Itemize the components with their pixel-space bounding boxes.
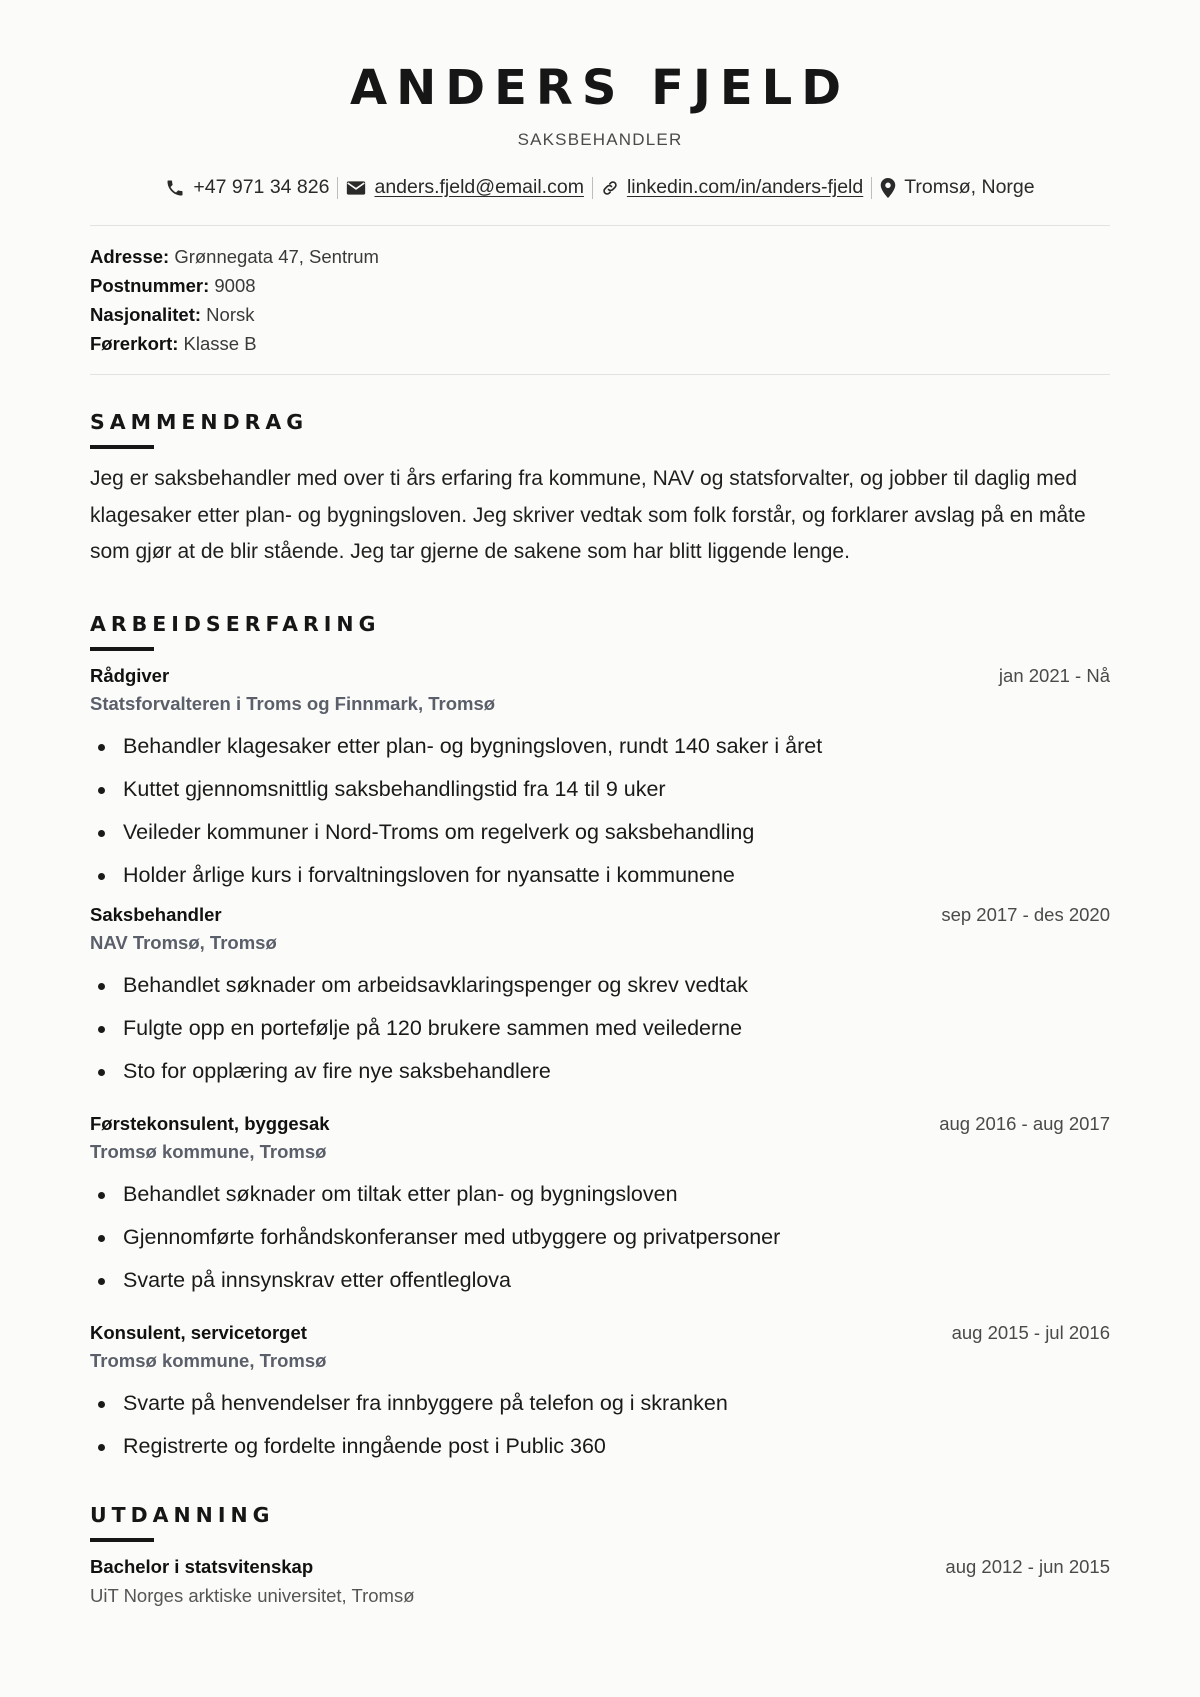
phone-number: +47 971 34 826 bbox=[193, 176, 330, 198]
job-title: Konsulent, servicetorget bbox=[90, 1321, 307, 1343]
detail-drivers-license bbox=[90, 329, 1110, 358]
section-heading: SAMMENDRAG bbox=[90, 410, 309, 434]
job-bullets bbox=[90, 725, 1110, 897]
summary-section bbox=[90, 409, 1110, 571]
job-title: Førstekonsulent, byggesak bbox=[90, 1112, 330, 1134]
job-title: Rådgiver bbox=[90, 664, 170, 686]
section-heading: ARBEIDSERFARING bbox=[90, 611, 381, 636]
education-dates: aug 2012 - jun 2015 bbox=[945, 1555, 1110, 1577]
location-text: Tromsø, Norge bbox=[904, 176, 1035, 198]
list-item: Fulgte opp en portefølje på 120 brukere sammen med veilederne bbox=[90, 1007, 1110, 1050]
degree-title: Bachelor i statsvitenskap bbox=[90, 1555, 314, 1577]
contact-linkedin bbox=[601, 176, 863, 199]
list-item: Svarte på henvendelser fra innbyggere på telefon og i skranken bbox=[90, 1382, 1110, 1425]
email-link[interactable]: anders.fjeld@email.com bbox=[374, 176, 584, 198]
detail-address bbox=[90, 242, 1110, 271]
contact-location bbox=[880, 176, 1034, 199]
job-employer: NAV Tromsø, Tromsø bbox=[90, 931, 277, 953]
detail-value: 9008 bbox=[214, 275, 256, 296]
detail-label: Nasjonalitet: bbox=[90, 304, 202, 325]
contact-divider bbox=[592, 177, 593, 199]
education-entry bbox=[90, 1556, 1110, 1607]
list-item: Holder årlige kurs i forvaltningsloven for nyansatte i kommunene bbox=[90, 854, 1110, 897]
personal-details bbox=[90, 226, 1110, 374]
contact-email bbox=[346, 176, 583, 199]
education-institution: UiT Norges arktiske universitet, Tromsø bbox=[90, 1584, 415, 1606]
detail-value: Grønnegata 47, Sentrum bbox=[174, 246, 379, 267]
linkedin-link[interactable]: linkedin.com/in/anders-fjeld bbox=[626, 176, 864, 198]
job-bullets bbox=[90, 964, 1110, 1093]
job-title: Saksbehandler bbox=[90, 903, 222, 925]
detail-postal-code bbox=[90, 271, 1110, 300]
details-divider bbox=[90, 374, 1110, 375]
job-entry bbox=[90, 904, 1110, 1093]
job-entry bbox=[90, 665, 1110, 897]
envelope-icon bbox=[346, 180, 366, 196]
job-dates: aug 2016 - aug 2017 bbox=[939, 1112, 1110, 1134]
section-underline bbox=[90, 445, 154, 449]
job-dates: aug 2015 - jul 2016 bbox=[951, 1321, 1110, 1343]
list-item: Behandler klagesaker etter plan- og bygningsloven, rundt 140 saker i året bbox=[90, 725, 1110, 768]
job-employer: Tromsø kommune, Tromsø bbox=[90, 1140, 327, 1162]
map-pin-icon bbox=[880, 178, 896, 198]
phone-icon bbox=[165, 178, 185, 198]
job-employer: Statsforvalteren i Troms og Finnmark, Tromsø bbox=[90, 692, 496, 714]
section-underline bbox=[90, 1538, 154, 1542]
detail-label: Postnummer: bbox=[90, 275, 210, 296]
job-entry bbox=[90, 1113, 1110, 1302]
job-entry bbox=[90, 1322, 1110, 1468]
education-section bbox=[90, 1502, 1110, 1607]
list-item: Veileder kommuner i Nord-Troms om regelverk og saksbehandling bbox=[90, 811, 1110, 854]
job-bullets bbox=[90, 1173, 1110, 1302]
list-item: Registrerte og fordelte inngående post i Public 360 bbox=[90, 1425, 1110, 1468]
contact-phone bbox=[165, 176, 329, 199]
job-dates: sep 2017 - des 2020 bbox=[941, 903, 1110, 925]
list-item: Gjennomførte forhåndskonferanser med utbyggere og privatpersoner bbox=[90, 1216, 1110, 1259]
summary-text: Jeg er saksbehandler med over ti års erfaring fra kommune, NAV og statsforvalter, og jobber til daglig med klagesaker etter plan- og bygningsloven. Jeg skriver vedtak som folk forstår, og forklarer avslag på en måte som gjør at de blir stående. Jeg tar gjerne de sakene som har blitt liggende lenge. bbox=[90, 467, 1086, 563]
resume-header bbox=[90, 0, 1110, 199]
contact-bar bbox=[90, 176, 1110, 199]
experience-section bbox=[90, 611, 1110, 1468]
list-item: Sto for opplæring av fire nye saksbehandlere bbox=[90, 1050, 1110, 1093]
list-item: Behandlet søknader om tiltak etter plan- og bygningsloven bbox=[90, 1173, 1110, 1216]
candidate-title: SAKSBEHANDLER bbox=[517, 130, 683, 149]
list-item: Kuttet gjennomsnittlig saksbehandlingstid fra 14 til 9 uker bbox=[90, 768, 1110, 811]
job-employer: Tromsø kommune, Tromsø bbox=[90, 1349, 327, 1371]
detail-nationality bbox=[90, 300, 1110, 329]
job-dates: jan 2021 - Nå bbox=[998, 664, 1110, 686]
contact-divider bbox=[337, 177, 338, 199]
detail-value: Klasse B bbox=[183, 333, 257, 354]
list-item: Svarte på innsynskrav etter offentleglova bbox=[90, 1259, 1110, 1302]
list-item: Behandlet søknader om arbeidsavklaringspenger og skrev vedtak bbox=[90, 964, 1110, 1007]
job-bullets bbox=[90, 1382, 1110, 1468]
section-underline bbox=[90, 647, 154, 651]
contact-divider bbox=[871, 177, 872, 199]
detail-label: Førerkort: bbox=[90, 333, 179, 354]
detail-value: Norsk bbox=[206, 304, 255, 325]
section-heading: UTDANNING bbox=[90, 1502, 275, 1527]
candidate-name: ANDERS FJELD bbox=[349, 60, 851, 116]
detail-label: Adresse: bbox=[90, 246, 170, 267]
link-icon bbox=[601, 179, 619, 197]
